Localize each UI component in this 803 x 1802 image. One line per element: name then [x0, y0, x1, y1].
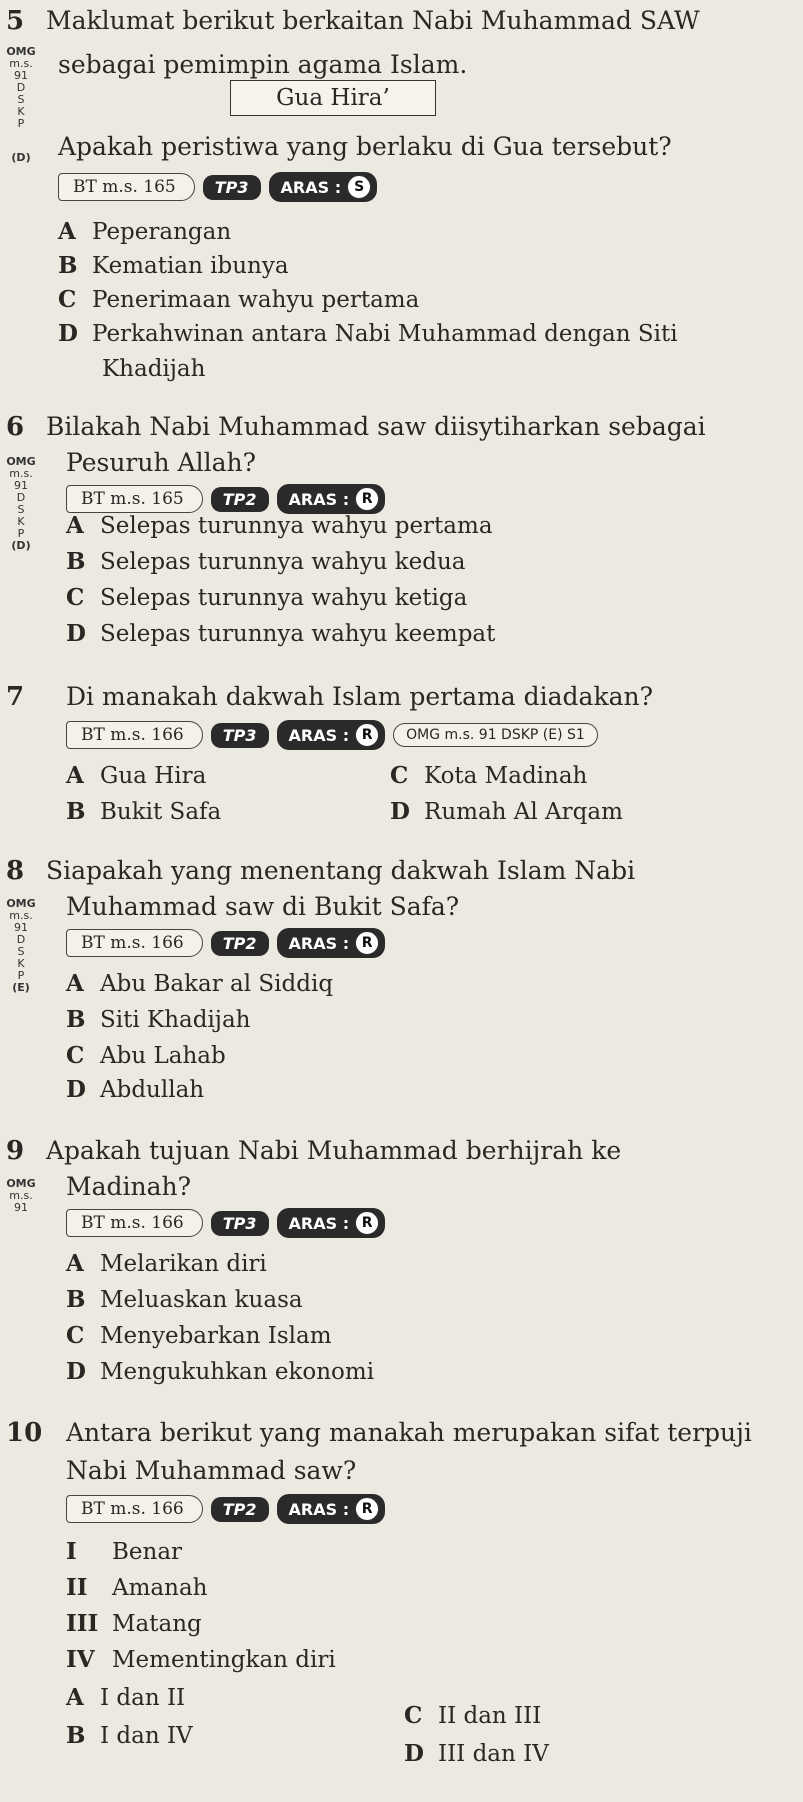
aras-label: ARAS :: [288, 489, 350, 509]
side-k: K: [17, 515, 25, 528]
option-b: B Meluaskan kuasa: [66, 1286, 303, 1313]
tp-tag: TP3: [211, 723, 269, 748]
side-page: 91: [14, 921, 28, 934]
side-page: 91: [14, 479, 28, 492]
option-b: B Selepas turunnya wahyu kedua: [66, 548, 466, 575]
question-6-tags: [66, 484, 385, 514]
side-d: D: [16, 81, 26, 94]
aras-level: R: [355, 487, 379, 511]
question-5-number: 5: [6, 6, 25, 36]
option-a: A Selepas turunnya wahyu pertama: [66, 512, 493, 539]
question-6-text-line1: Bilakah Nabi Muhammad saw diisytiharkan sebagai: [46, 412, 706, 441]
option-c: C Kota Madinah: [390, 762, 588, 789]
bt-page-tag: BT m.s. 166: [66, 929, 203, 957]
aras-level: R: [355, 1497, 379, 1521]
side-level: (D): [11, 151, 31, 164]
statement-iii: III Matang: [66, 1610, 202, 1637]
question-5-text-line2: sebagai pemimpin agama Islam.: [58, 50, 468, 79]
question-10-tags: [66, 1494, 385, 1524]
question-8-tags: [66, 928, 385, 958]
aras-label: ARAS :: [280, 177, 342, 197]
side-s: S: [17, 945, 25, 958]
side-omg: OMG: [6, 1177, 36, 1190]
aras-level: R: [355, 1211, 379, 1235]
side-omg: OMG: [6, 455, 36, 468]
side-omg: OMG: [6, 45, 36, 58]
option-b: B I dan IV: [66, 1722, 193, 1749]
aras-tag: [277, 484, 386, 514]
question-6-text-line2: Pesuruh Allah?: [66, 448, 256, 477]
statement-ii: II Amanah: [66, 1574, 208, 1601]
question-6-sidebar: [4, 456, 38, 552]
option-c: C II dan III: [404, 1702, 542, 1729]
side-ms: m.s.: [9, 57, 33, 70]
side-ms: m.s.: [9, 467, 33, 480]
aras-label: ARAS :: [288, 725, 350, 745]
option-a: A Peperangan: [58, 218, 232, 245]
question-8-text-line2: Muhammad saw di Bukit Safa?: [66, 892, 460, 921]
side-k: K: [17, 105, 25, 118]
question-9-sidebar: [4, 1178, 38, 1214]
aras-tag: [277, 720, 386, 750]
question-8-text-line1: Siapakah yang menentang dakwah Islam Nabi: [46, 856, 636, 885]
option-a: A Melarikan diri: [66, 1250, 267, 1277]
side-d: D: [16, 933, 26, 946]
option-b: B Bukit Safa: [66, 798, 222, 825]
option-c: C Abu Lahab: [66, 1042, 226, 1069]
bt-page-tag: BT m.s. 165: [58, 173, 195, 201]
aras-level: S: [347, 175, 371, 199]
option-b: B Siti Khadijah: [66, 1006, 251, 1033]
question-9-number: 9: [6, 1136, 25, 1166]
question-5-sidebar: [4, 46, 38, 164]
question-5-text-line3: Apakah peristiwa yang berlaku di Gua tersebut?: [58, 132, 672, 161]
option-a: A Gua Hira: [66, 762, 207, 789]
side-ms: m.s.: [9, 1189, 33, 1202]
bt-page-tag: BT m.s. 166: [66, 1209, 203, 1237]
aras-label: ARAS :: [288, 1213, 350, 1233]
tp-tag: TP2: [211, 931, 269, 956]
question-9-text-line1: Apakah tujuan Nabi Muhammad berhijrah ke: [46, 1136, 622, 1165]
option-d: D Perkahwinan antara Nabi Muhammad dengan Siti: [58, 320, 678, 347]
question-7-tags: [66, 720, 598, 750]
reference-tag: OMG m.s. 91 DSKP (E) S1: [393, 723, 598, 747]
bt-page-tag: BT m.s. 165: [66, 485, 203, 513]
question-9-tags: [66, 1208, 385, 1238]
side-p: P: [17, 969, 25, 982]
side-p: P: [17, 117, 25, 130]
option-d: D Rumah Al Arqam: [390, 798, 623, 825]
tp-tag: TP2: [211, 487, 269, 512]
question-5-text-line1: Maklumat berikut berkaitan Nabi Muhammad SAW: [46, 6, 700, 35]
aras-label: ARAS :: [288, 1499, 350, 1519]
side-k: K: [17, 957, 25, 970]
aras-label: ARAS :: [288, 933, 350, 953]
option-a: A I dan II: [66, 1684, 186, 1711]
option-d: D Mengukuhkan ekonomi: [66, 1358, 375, 1385]
question-7-number: 7: [6, 682, 25, 712]
aras-tag: [277, 1208, 386, 1238]
question-10-number: 10: [6, 1418, 43, 1448]
aras-tag: [277, 928, 386, 958]
side-page: 91: [14, 69, 28, 82]
question-7-text-line1: Di manakah dakwah Islam pertama diadakan?: [66, 682, 653, 711]
option-b: B Kematian ibunya: [58, 252, 289, 279]
side-page: 91: [14, 1201, 28, 1214]
option-d: D III dan IV: [404, 1740, 549, 1767]
side-omg: OMG: [6, 897, 36, 910]
option-d-continued: Khadijah: [102, 356, 206, 382]
option-c: C Selepas turunnya wahyu ketiga: [66, 584, 468, 611]
aras-level: R: [355, 723, 379, 747]
side-d: D: [16, 491, 26, 504]
aras-tag: [277, 1494, 386, 1524]
info-box: Gua Hira’: [230, 80, 436, 116]
side-s: S: [17, 503, 25, 516]
aras-tag: [269, 172, 378, 202]
question-10-text-line1: Antara berikut yang manakah merupakan sifat terpuji: [66, 1418, 752, 1447]
tp-tag: TP3: [211, 1211, 269, 1236]
question-6-number: 6: [6, 412, 25, 442]
option-a: A Abu Bakar al Siddiq: [66, 970, 334, 997]
aras-level: R: [355, 931, 379, 955]
question-9-text-line2: Madinah?: [66, 1172, 192, 1201]
side-p: P: [17, 527, 25, 540]
tp-tag: TP3: [203, 175, 261, 200]
option-d: D Abdullah: [66, 1076, 205, 1103]
side-level: (E): [12, 981, 30, 994]
bt-page-tag: BT m.s. 166: [66, 1495, 203, 1523]
side-level: (D): [11, 539, 31, 552]
option-c: C Penerimaan wahyu pertama: [58, 286, 420, 313]
side-s: S: [17, 93, 25, 106]
statement-i: I Benar: [66, 1538, 183, 1565]
bt-page-tag: BT m.s. 166: [66, 721, 203, 749]
side-ms: m.s.: [9, 909, 33, 922]
question-5-tags: [58, 172, 377, 202]
option-d: D Selepas turunnya wahyu keempat: [66, 620, 496, 647]
option-c: C Menyebarkan Islam: [66, 1322, 332, 1349]
question-8-sidebar: [4, 898, 38, 994]
question-8-number: 8: [6, 856, 25, 886]
tp-tag: TP2: [211, 1497, 269, 1522]
statement-iv: IV Mementingkan diri: [66, 1646, 336, 1673]
question-10-text-line2: Nabi Muhammad saw?: [66, 1456, 357, 1485]
